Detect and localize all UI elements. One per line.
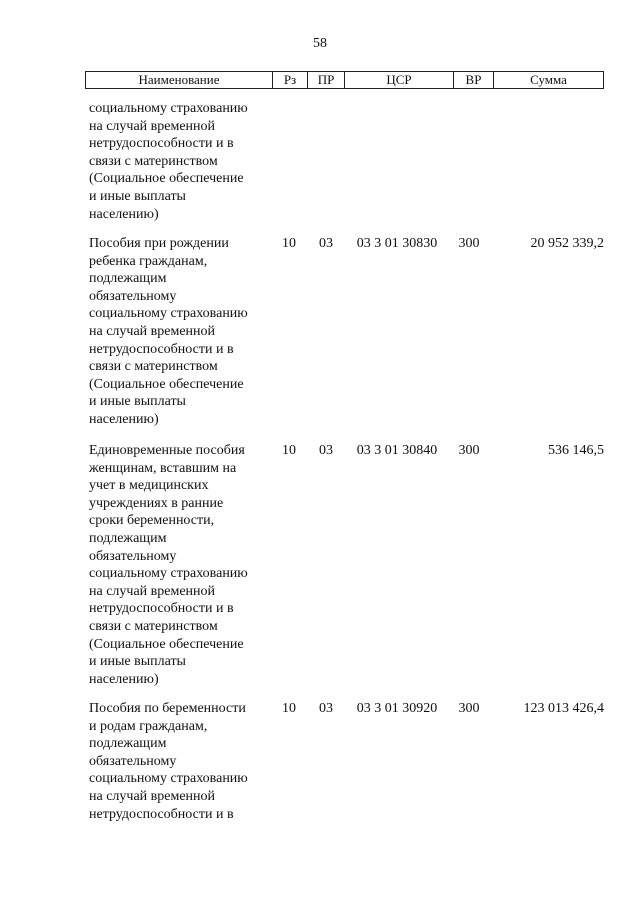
row-sum: 20 952 339,2 xyxy=(530,236,604,251)
header-csr: ЦСР xyxy=(344,72,453,88)
row-name: Пособия при рождении ребенка гражданам, подлежащим обязательному социальному страхованию на случай временной нетрудоспособности и в связи с материнством (Социальное обеспечение и иные выплаты населению) xyxy=(89,236,248,427)
row-vr: 300 xyxy=(458,701,480,716)
row-vr: 300 xyxy=(458,236,480,251)
header-vr: ВР xyxy=(453,72,493,88)
row-csr: 03 3 01 30830 xyxy=(356,236,438,251)
header-name: Наименование xyxy=(138,72,220,87)
table-header xyxy=(85,71,604,89)
row-name: Пособия по беременности и родам гражданам, подлежащим обязательному социальному страхованию на случай временной нетрудоспособности и в xyxy=(89,701,248,822)
row-name: социальному страхованию на случай временной нетрудоспособности и в связи с материнством (Социальное обеспечение и иные выплаты населению) xyxy=(89,101,248,222)
row-rz: 10 xyxy=(282,236,296,251)
header-sum: Сумма xyxy=(493,72,603,88)
row-sum: 123 013 426,4 xyxy=(523,701,604,716)
row-sum: 536 146,5 xyxy=(548,443,604,458)
row-name: Единовременные пособия женщинам, вставшим на учет в медицинских учреждениях в ранние сроки беременности, подлежащим обязательному социальному страхованию на случай временной нетрудоспособности и в связи с материнством (Социальное обеспечение и иные выплаты населению) xyxy=(89,443,248,687)
row-pr: 03 xyxy=(319,236,333,251)
row-rz: 10 xyxy=(282,701,296,716)
row-csr: 03 3 01 30920 xyxy=(356,701,438,716)
row-rz: 10 xyxy=(282,443,296,458)
row-pr: 03 xyxy=(319,701,333,716)
page-number: 58 xyxy=(313,36,327,51)
row-csr: 03 3 01 30840 xyxy=(356,443,438,458)
header-rz: Рз xyxy=(272,72,307,88)
row-pr: 03 xyxy=(319,443,333,458)
header-pr: ПР xyxy=(307,72,344,88)
row-vr: 300 xyxy=(458,443,480,458)
